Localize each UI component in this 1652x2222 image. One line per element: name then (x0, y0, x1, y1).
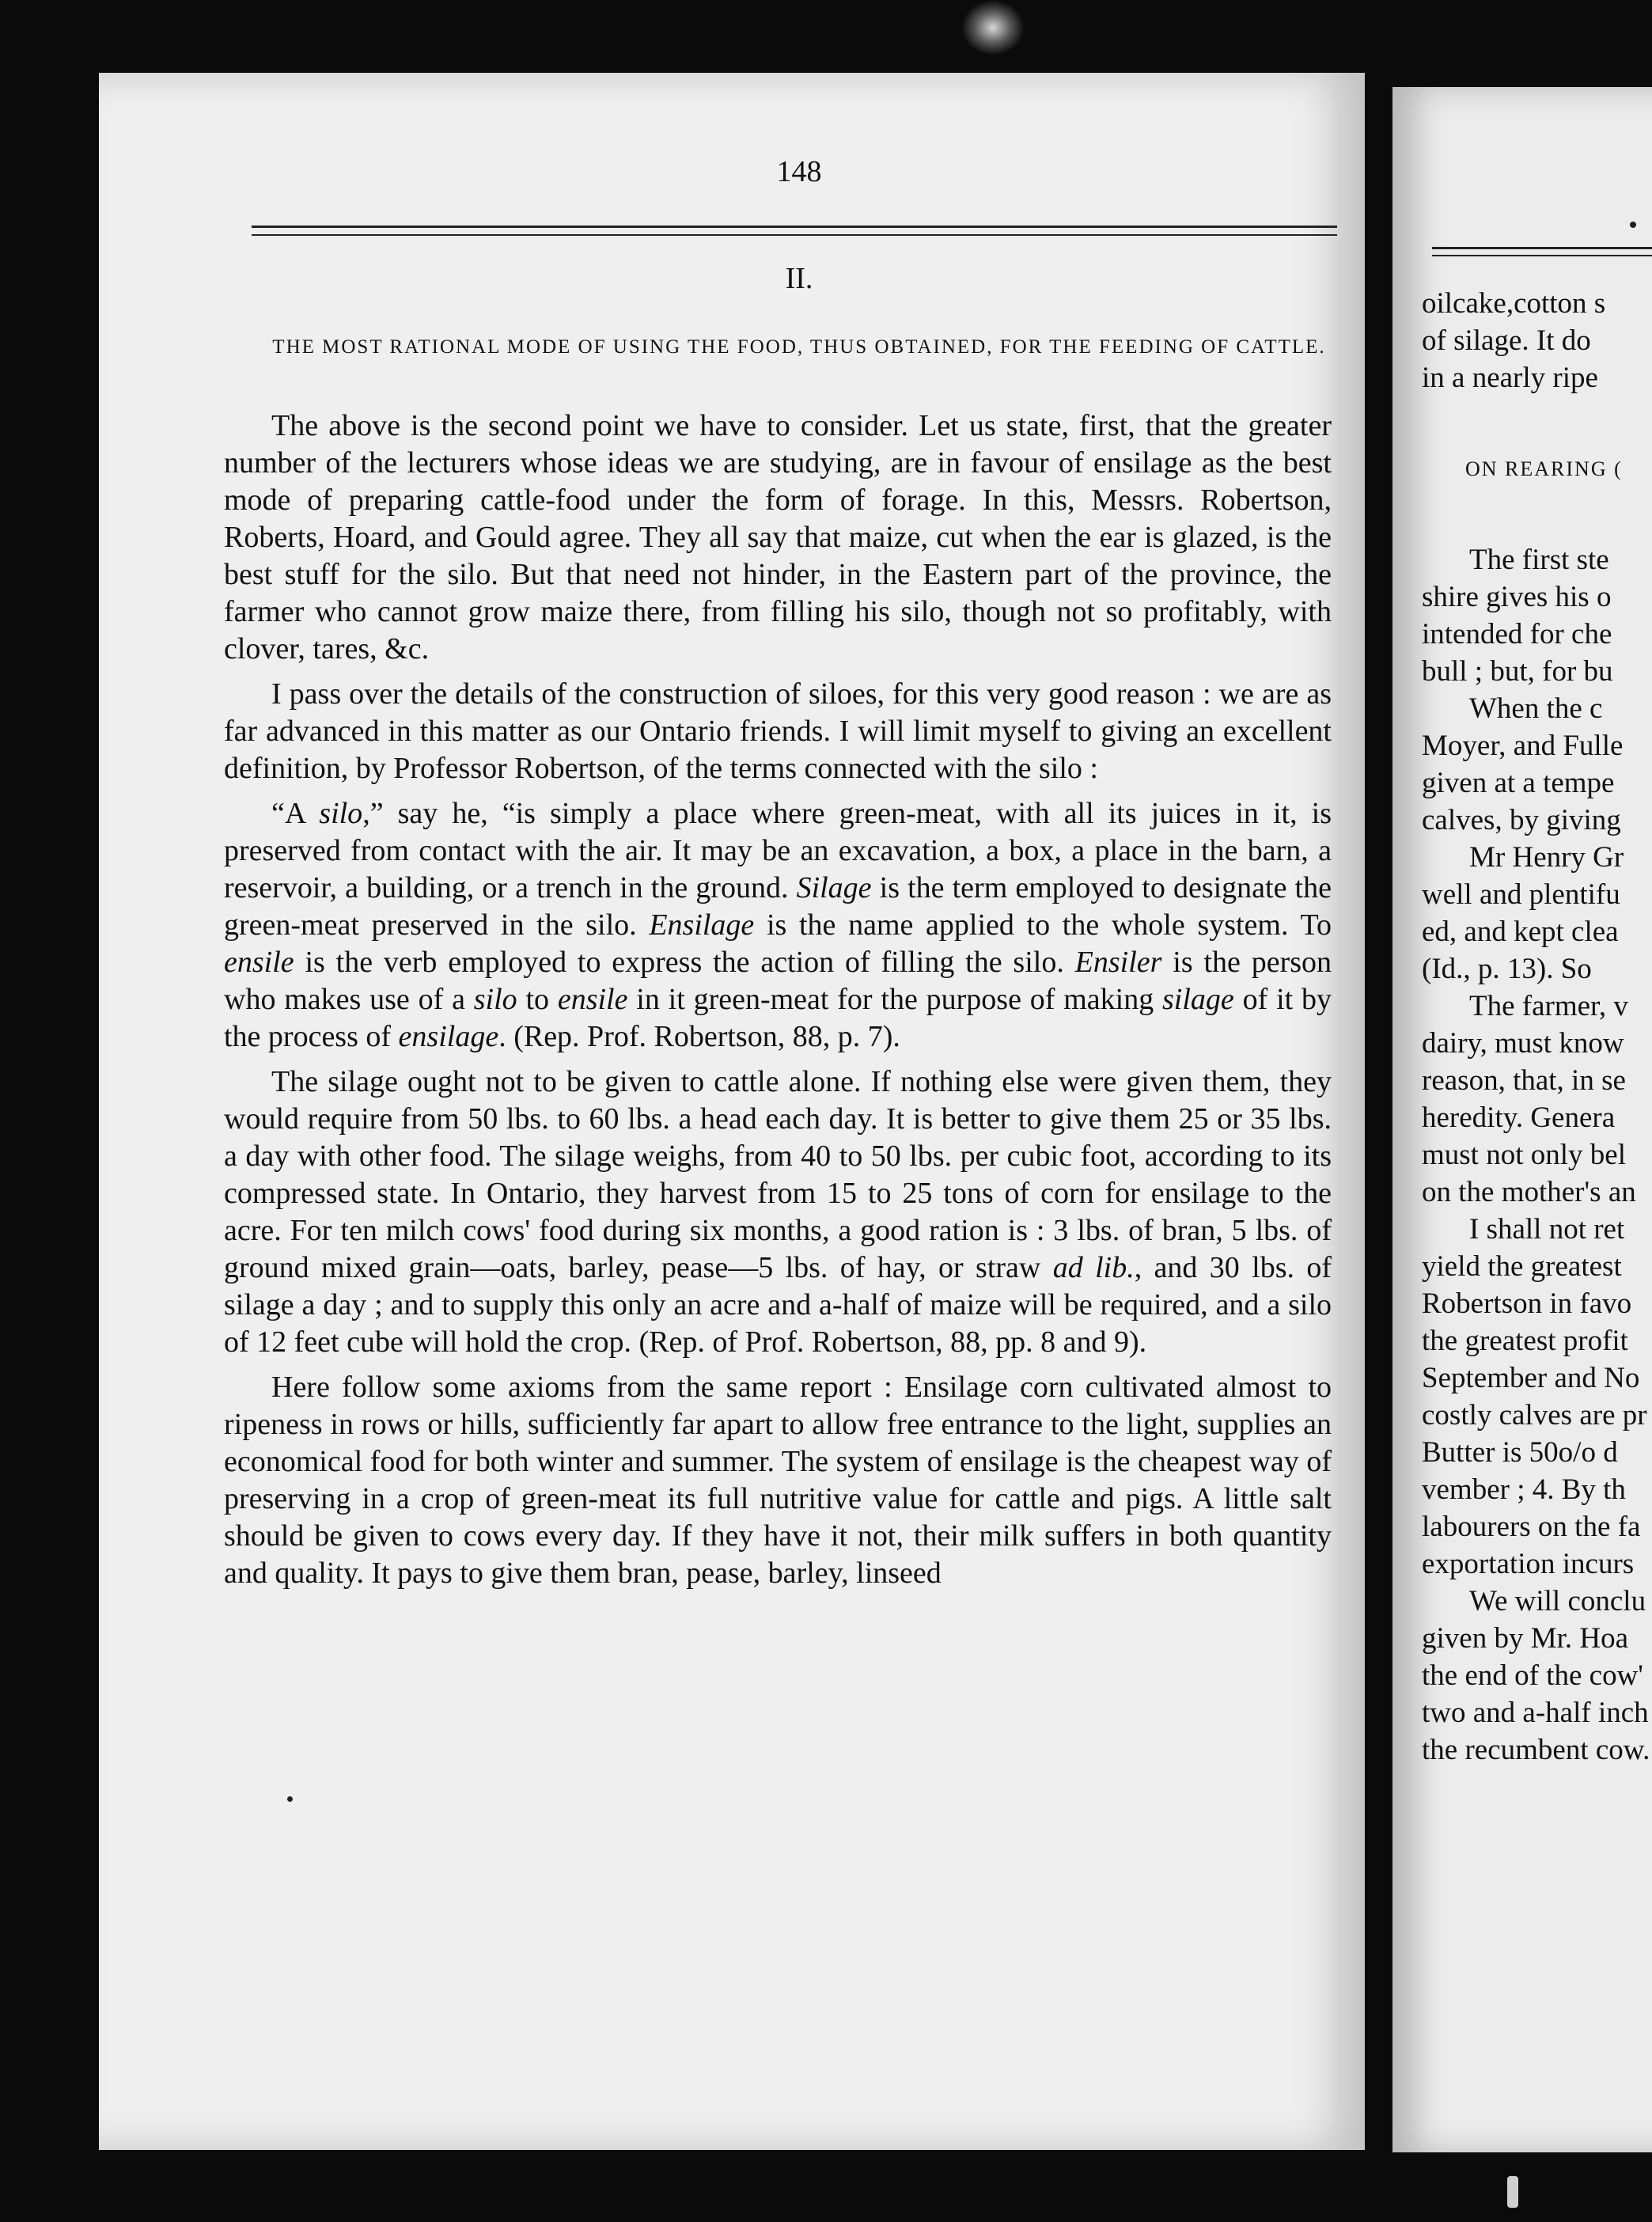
adjacent-line: labourers on the fa (1422, 1511, 1641, 1543)
paragraph-text: Here follow some axioms from the same report : Ensilage corn cultivated almost to ripeness in rows or hills, sufficiently far apart to allow free entrance to the light, supplies an economical food for both winter and summer. The system of ensilage is the cheapest way of preserving in a crop of green-meat its full nutritive value for cattle and pigs. A little salt should be given to cows every day. If they have it not, their milk suffers in both quantity and quality. It pays to give them bran, pease, barley, linseed (224, 1371, 1332, 1590)
section-heading: THE MOST RATIONAL MODE OF USING THE FOOD, THUS OBTAINED, FOR THE FEEDING OF CATTLE. (272, 336, 1326, 358)
adjacent-line: the greatest profit (1422, 1325, 1628, 1357)
italic-term: silo (473, 983, 517, 1016)
paragraph-text: is the person who makes use of a (224, 946, 1332, 1016)
adjacent-line: exportation incurs (1422, 1548, 1635, 1580)
adjacent-page-text (1422, 285, 1652, 1769)
adjacent-line: Moyer, and Fulle (1422, 730, 1624, 762)
adjacent-line: I shall not ret (1469, 1213, 1625, 1246)
paragraph (224, 408, 1332, 668)
adjacent-line: ed, and kept clea (1422, 916, 1619, 948)
adjacent-line: yield the greatest (1422, 1250, 1622, 1283)
italic-term: Ensilage (649, 908, 755, 942)
paragraph (224, 1369, 1332, 1592)
paragraph-text: is the name applied to the whole system. To (754, 908, 1332, 942)
paragraph-text: The silage ought not to be given to cattle alone. If nothing else were given them, they would require from 50 lbs. to 60 lbs. a head each day. It is better to give them 25 or 35 lbs. a day with other food. The silage weighs, from 40 to 50 lbs. per cubic foot, according to its compressed state. In Ontario, they harvest from 15 to 25 tons of corn for ensilage to the acre. For ten milch cows' food during six months, a good ration is : 3 lbs. of bran, 5 lbs. of ground mixed grain—oats, barley, pease—5 lbs. of hay, or straw (224, 1065, 1332, 1284)
adjacent-line: given at a tempe (1422, 767, 1615, 799)
paragraph-text: to (517, 983, 558, 1016)
italic-term: Ensiler (1074, 946, 1162, 979)
line-gap (1422, 487, 1652, 541)
adjacent-line: of silage. It do (1422, 324, 1591, 357)
adjacent-line: September and No (1422, 1362, 1640, 1394)
page-number: 148 (776, 155, 822, 188)
adjacent-line: two and a-half inch (1422, 1697, 1649, 1729)
line-gap (1422, 396, 1652, 450)
italic-term: ensile (557, 983, 628, 1016)
paragraph-text: , and 30 lbs. of silage a day ; and to supply this only an acre and a-half of maize will be required, and a silo of 12 feet cube will hold the crop. (Rep. of Prof. Robertson, 88, pp. 8 and 9). (224, 1251, 1332, 1359)
adjacent-line: vember ; 4. By th (1422, 1473, 1626, 1506)
adjacent-line: When the c (1469, 692, 1603, 725)
body-text (224, 408, 1332, 1600)
adjacent-line: heredity. Genera (1422, 1102, 1616, 1134)
adjacent-line: oilcake,cotton s (1422, 287, 1606, 320)
adjacent-line: given by Mr. Hoa (1422, 1622, 1629, 1655)
paragraph (224, 1064, 1332, 1361)
paragraph-text: is the term employed to designate the green-meat preserved in the silo. (224, 871, 1332, 942)
adjacent-line: The farmer, v (1469, 990, 1628, 1022)
adjacent-line: the recumbent cow. (1422, 1734, 1650, 1766)
italic-term: silo (319, 797, 363, 830)
adjacent-line: the end of the cow' (1422, 1659, 1643, 1692)
adjacent-line: reason, that, in se (1422, 1064, 1626, 1097)
italic-term: ad lib. (1052, 1251, 1135, 1284)
adjacent-header-rule-thin (1432, 255, 1652, 256)
adjacent-line: shire gives his o (1422, 581, 1612, 613)
adjacent-heading: ON REARING ( (1465, 457, 1623, 480)
adjacent-line: Butter is 50o/o d (1422, 1436, 1618, 1469)
adjacent-header-rule (1432, 247, 1652, 249)
paragraph-text: “A (271, 797, 320, 830)
paragraph-text: . (Rep. Prof. Robertson, 88, p. 7). (498, 1020, 900, 1053)
italic-term: ensile (224, 946, 294, 979)
adjacent-line: Mr Henry Gr (1469, 841, 1624, 874)
scan-artifact-top (961, 0, 1025, 55)
paragraph-text: I pass over the details of the construction of siloes, for this very good reason : we are as far advanced in this matter as our Ontario friends. I will limit myself to giving an excellent definition, by Professor Robertson, of the terms connected with the silo : (224, 677, 1332, 785)
header-rule-thin (252, 234, 1337, 236)
paragraph-text: of it by the process of (224, 983, 1332, 1053)
adjacent-line: well and plentifu (1422, 878, 1620, 911)
paragraph (224, 676, 1332, 787)
adjacent-line: We will conclu (1469, 1585, 1646, 1617)
paragraph-text: ,” say he, “is simply a place where green-meat, with all its juices in it, is preserved from contact with the air. It may be an excavation, a box, a place in the barn, a reservoir, a building, or a trench in the ground. (224, 797, 1332, 904)
adjacent-page-mark (1630, 222, 1636, 228)
adjacent-line: dairy, must know (1422, 1027, 1624, 1060)
italic-term: Silage (796, 871, 872, 904)
adjacent-line: calves, by giving (1422, 804, 1621, 836)
adjacent-line: intended for che (1422, 618, 1612, 650)
italic-term: ensilage (398, 1020, 499, 1053)
paper-speck (287, 1796, 293, 1802)
italic-term: silage (1162, 983, 1234, 1016)
paragraph-text: in it green-meat for the purpose of making (627, 983, 1163, 1016)
header-rule (252, 226, 1337, 228)
adjacent-line: (Id., p. 13). So (1422, 953, 1592, 985)
paragraph-text: The above is the second point we have to consider. Let us state, first, that the greater number of the lecturers whose ideas we are studying, are in favour of ensilage as the best mode of preparing cattle-food under the form of forage. In this, Messrs. Robertson, Roberts, Hoard, and Gould agree. They all say that maize, cut when the ear is glazed, is the best stuff for the silo. But that need not hinder, in the Eastern part of the province, the farmer who cannot grow maize there, from filling his silo, though not so profitably, with clover, tares, &c. (224, 409, 1332, 665)
paragraph (224, 795, 1332, 1056)
adjacent-line: Robertson in favo (1422, 1287, 1632, 1320)
scan-artifact-bottom (1507, 2176, 1518, 2208)
adjacent-line: costly calves are pr (1422, 1399, 1647, 1431)
adjacent-line: The first ste (1469, 544, 1609, 576)
adjacent-line: on the mother's an (1422, 1176, 1636, 1208)
paragraph-text: is the verb employed to express the action of filling the silo. (294, 946, 1075, 979)
adjacent-line: bull ; but, for bu (1422, 655, 1613, 688)
adjacent-line: must not only bel (1422, 1139, 1626, 1171)
section-number: II. (785, 262, 813, 295)
adjacent-line: in a nearly ripe (1422, 362, 1598, 394)
